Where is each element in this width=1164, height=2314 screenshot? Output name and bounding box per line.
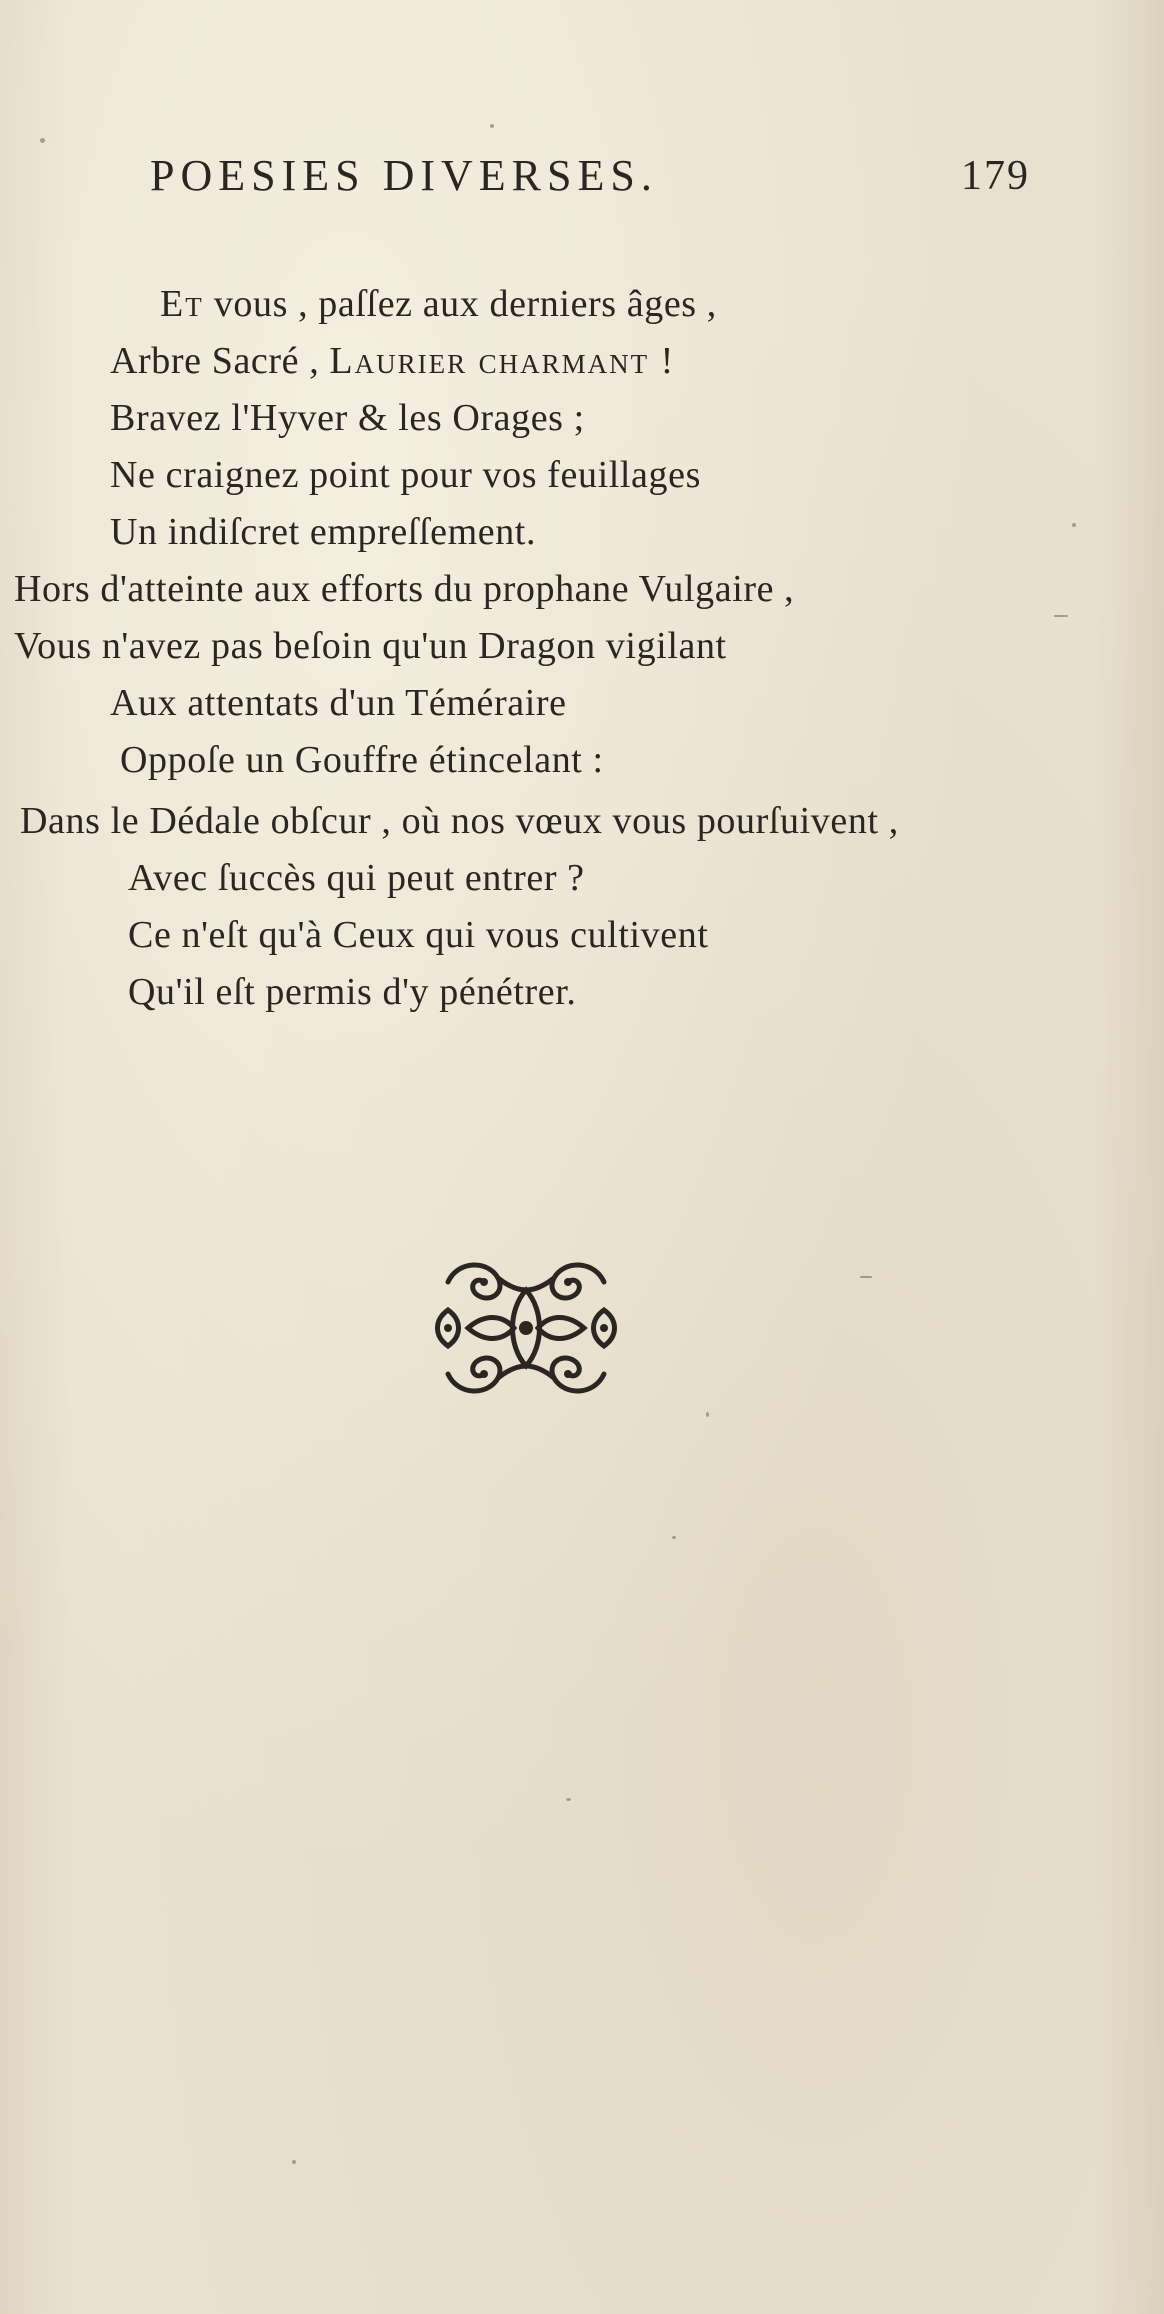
verse-line-8: Aux attentats d'un Téméraire bbox=[110, 682, 567, 724]
verse-line-4: Ne craignez point pour vos feuillages bbox=[110, 454, 701, 496]
paper-speck bbox=[706, 1412, 709, 1417]
paper-speck bbox=[1072, 523, 1076, 527]
paper-speck bbox=[490, 124, 494, 128]
verse-line-2 bbox=[110, 339, 675, 383]
running-head bbox=[150, 150, 1030, 210]
fleuron-ornament-icon bbox=[428, 1254, 624, 1402]
verse-line-13: Qu'il eſt permis d'y pénétrer. bbox=[128, 971, 577, 1013]
running-title: POESIES DIVERSES. bbox=[150, 151, 658, 200]
verse-line-12: Ce n'eſt qu'à Ceux qui vous cultivent bbox=[128, 914, 709, 956]
paper-speck bbox=[566, 1798, 571, 1801]
paper-speck bbox=[672, 1536, 676, 1539]
verse-line-1 bbox=[160, 282, 717, 326]
paper-speck bbox=[1054, 615, 1068, 617]
verse-line-2-caps: Laurier charmant ! bbox=[329, 340, 676, 382]
verse-line-6: Hors d'atteinte aux efforts du prophane Vulgaire , bbox=[14, 568, 795, 610]
verse-line-1-lead: Et bbox=[160, 283, 204, 325]
paper-speck bbox=[292, 2160, 296, 2164]
verse-line-5: Un indiſcret empreſſement. bbox=[110, 511, 537, 553]
verse-line-9: Oppoſe un Gouffre étincelant : bbox=[120, 739, 604, 781]
paper-speck bbox=[40, 138, 45, 143]
verse-line-3: Bravez l'Hyver & les Orages ; bbox=[110, 397, 585, 439]
paper-speck bbox=[860, 1276, 872, 1278]
verse-line-1-text: vous , paſſez aux derniers âges , bbox=[203, 283, 717, 325]
verse-line-2-text: Arbre Sacré , bbox=[110, 340, 330, 382]
verse-line-7: Vous n'avez pas beſoin qu'un Dragon vigilant bbox=[14, 625, 727, 667]
page-number: 179 bbox=[961, 153, 1030, 199]
verse-line-10: Dans le Dédale obſcur , où nos vœux vous pourſuivent , bbox=[20, 800, 899, 842]
verse-line-11: Avec ſuccès qui peut entrer ? bbox=[128, 857, 585, 899]
